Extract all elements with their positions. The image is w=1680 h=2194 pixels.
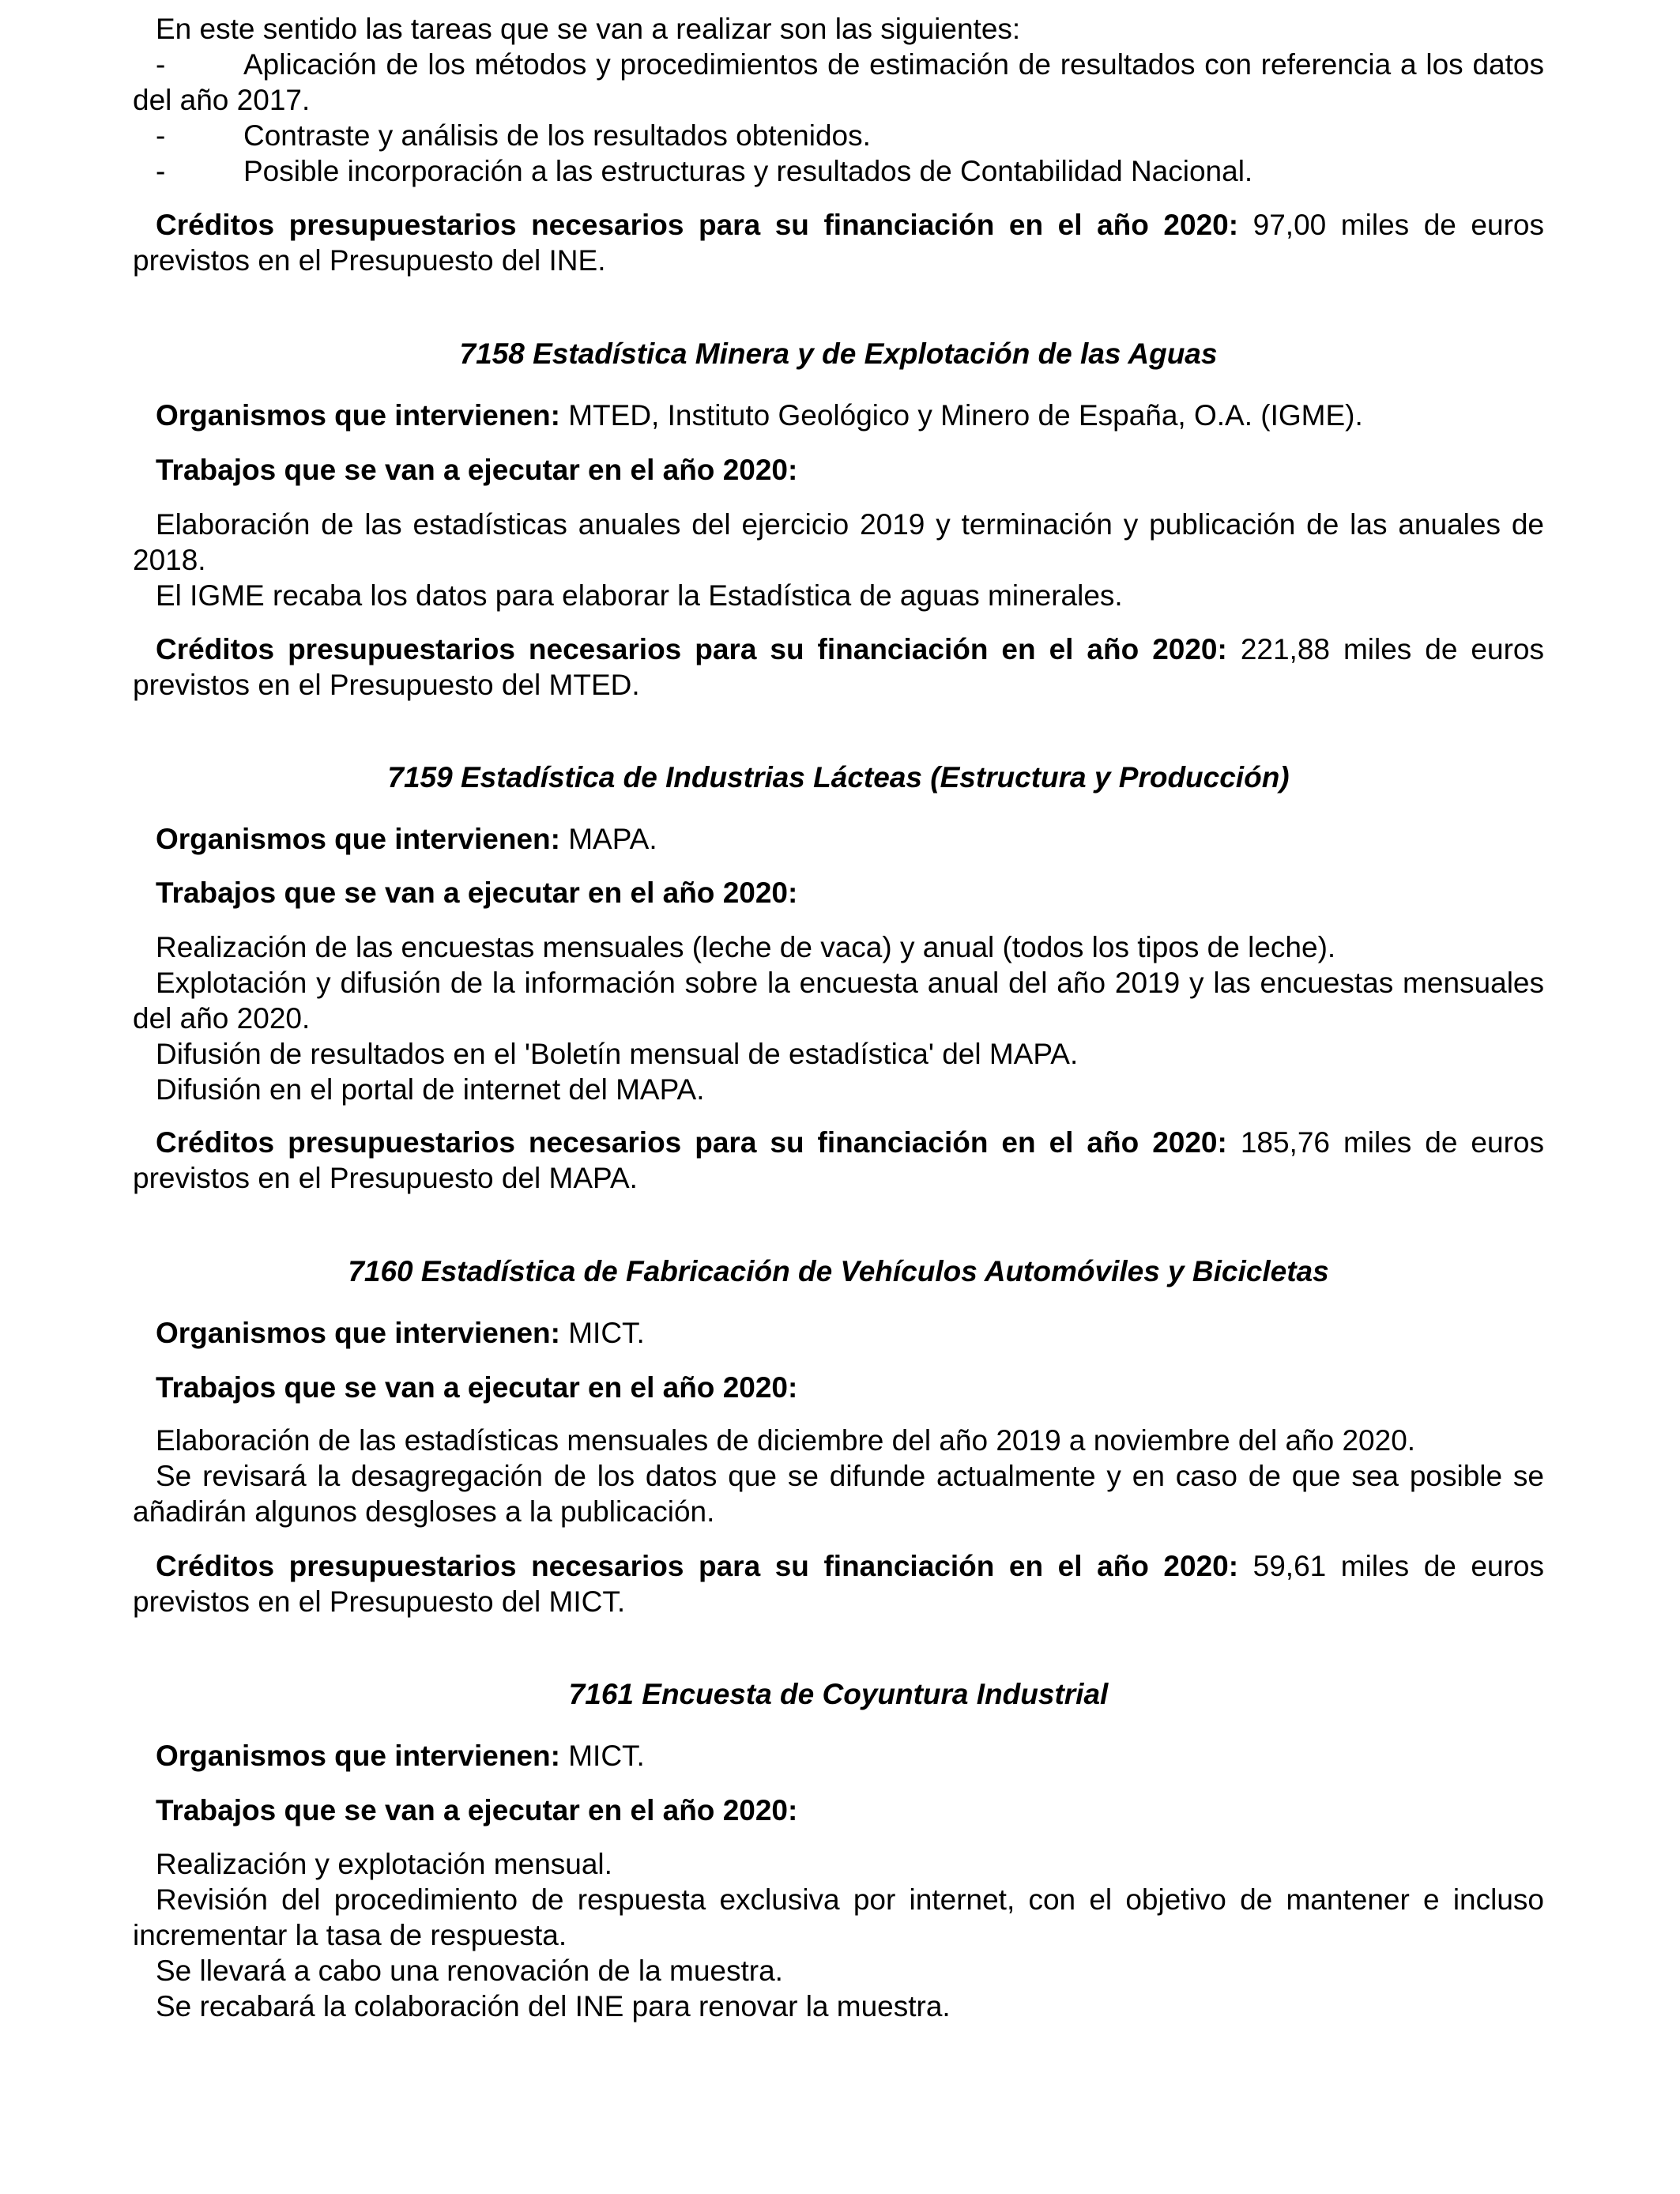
credits-value: 221,88 miles de euros previstos en el Presupuesto del MTED. xyxy=(133,633,1544,701)
section-works xyxy=(133,1846,1544,2024)
work-item: Se revisará la desagregación de los datos que se difunde actualmente y en caso de que sea posible se añadirán algunos desgloses a la publicación. xyxy=(133,1460,1544,1528)
section-title: 7158 Estadística Minera y de Explotación de las Aguas xyxy=(459,337,1218,370)
work-item: Elaboración de las estadísticas anuales del ejercicio 2019 y terminación y publicación de las anuales de 2018. xyxy=(133,508,1544,576)
intro-block xyxy=(133,11,1544,189)
section-works xyxy=(133,1423,1544,1529)
credits-label: Créditos presupuestarios necesarios para su financiación en el año 2020: xyxy=(156,1126,1227,1159)
org-value: MAPA. xyxy=(559,823,657,855)
work-item: Elaboración de las estadísticas mensuales de diciembre del año 2019 a noviembre del año 2020. xyxy=(156,1424,1416,1457)
section-work-label xyxy=(133,1370,1544,1405)
intro-item-text: Posible incorporación a las estructuras y resultados de Contabilidad Nacional. xyxy=(243,155,1253,187)
section-works xyxy=(133,507,1544,613)
credits-label: Créditos presupuestarios necesarios para su financiación en el año 2020: xyxy=(156,633,1227,665)
intro-item-text: Aplicación de los métodos y procedimientos de estimación de resultados con referencia a los datos del año 2017. xyxy=(133,48,1544,116)
section-title: 7160 Estadística de Fabricación de Vehículos Automóviles y Bicicletas xyxy=(348,1255,1329,1287)
section-work-label xyxy=(133,452,1544,488)
intro-text: En este sentido las tareas que se van a realizar son las siguientes: xyxy=(156,13,1021,45)
section-work-label xyxy=(133,875,1544,910)
work-item: Se llevará a cabo una renovación de la muestra. xyxy=(156,1955,783,1987)
org-value: MICT. xyxy=(559,1317,645,1349)
work-item: El IGME recaba los datos para elaborar la Estadística de aguas minerales. xyxy=(156,579,1123,612)
dash-marker: - xyxy=(156,155,166,187)
section-title: 7159 Estadística de Industrias Lácteas (Estructura y Producción) xyxy=(387,761,1290,794)
work-label: Trabajos que se van a ejecutar en el año 2020: xyxy=(156,1794,798,1826)
credits-label: Créditos presupuestarios necesarios para su financiación en el año 2020: xyxy=(156,1550,1239,1582)
dash-marker: - xyxy=(156,119,166,152)
section-credits xyxy=(133,631,1544,703)
work-label: Trabajos que se van a ejecutar en el año 2020: xyxy=(156,876,798,909)
section-org xyxy=(133,821,1544,857)
dash-marker: - xyxy=(156,48,166,81)
section-title: 7161 Encuesta de Coyuntura Industrial xyxy=(568,1678,1109,1710)
intro-item xyxy=(133,47,1544,118)
work-item: Realización y explotación mensual. xyxy=(156,1848,612,1880)
intro-item xyxy=(133,153,1544,189)
work-label: Trabajos que se van a ejecutar en el año 2020: xyxy=(156,454,798,486)
intro-credits xyxy=(133,207,1544,278)
org-value: MICT. xyxy=(559,1740,645,1772)
work-item: Se recabará la colaboración del INE para renovar la muestra. xyxy=(156,1990,951,2022)
org-value: MTED, Instituto Geológico y Minero de España, O.A. (IGME). xyxy=(559,399,1363,432)
org-label: Organismos que intervienen: xyxy=(156,1317,560,1349)
work-item: Realización de las encuestas mensuales (leche de vaca) y anual (todos los tipos de leche). xyxy=(156,931,1336,963)
org-label: Organismos que intervienen: xyxy=(156,1740,560,1772)
intro-item-text: Contraste y análisis de los resultados obtenidos. xyxy=(243,119,871,152)
section-org xyxy=(133,1738,1544,1774)
work-item: Difusión de resultados en el 'Boletín mensual de estadística' del MAPA. xyxy=(156,1038,1079,1070)
credits-value: 97,00 miles de euros previstos en el Presupuesto del INE. xyxy=(133,209,1544,277)
work-item: Difusión en el portal de internet del MAPA. xyxy=(156,1073,705,1106)
org-label: Organismos que intervienen: xyxy=(156,823,560,855)
section-org xyxy=(133,1315,1544,1351)
section-credits xyxy=(133,1548,1544,1619)
section-org xyxy=(133,398,1544,433)
work-label: Trabajos que se van a ejecutar en el año 2020: xyxy=(156,1371,798,1404)
section-work-label xyxy=(133,1793,1544,1828)
credits-value: 59,61 miles de euros previstos en el Presupuesto del MICT. xyxy=(133,1550,1544,1618)
credits-label: Créditos presupuestarios necesarios para su financiación en el año 2020: xyxy=(156,209,1239,241)
section-works xyxy=(133,929,1544,1107)
section-credits xyxy=(133,1125,1544,1196)
org-label: Organismos que intervienen: xyxy=(156,399,560,432)
work-item: Revisión del procedimiento de respuesta exclusiva por internet, con el objetivo de mantener e incluso incrementar la tasa de respuesta. xyxy=(133,1883,1544,1951)
intro-item xyxy=(133,118,1544,153)
work-item: Explotación y difusión de la información sobre la encuesta anual del año 2019 y las encuestas mensuales del año 2020. xyxy=(133,967,1544,1035)
credits-value: 185,76 miles de euros previstos en el Presupuesto del MAPA. xyxy=(133,1126,1544,1194)
